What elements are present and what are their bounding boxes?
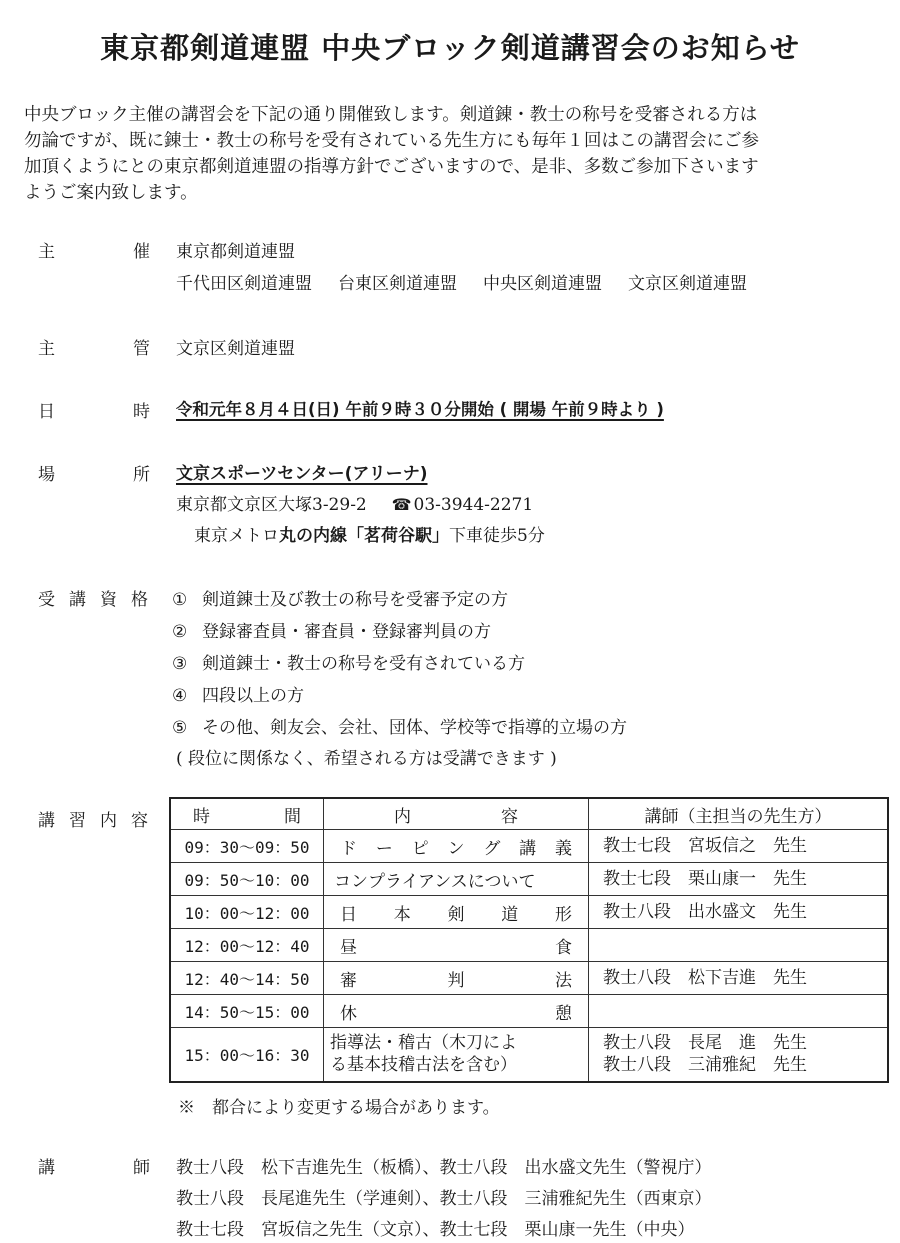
eligibility-item: ④ 四段以上の方 (172, 686, 304, 706)
row-time: 12：00〜12：40 (170, 929, 324, 962)
venue-access: 東京メトロ丸の内線「茗荷谷駅」下車徒歩5分 (194, 526, 545, 546)
row-instructor: 教士八段 出水盛文 先生 (589, 896, 889, 929)
organizer-member: 台東区剣道連盟 (338, 274, 457, 294)
eligibility-item: ③ 剣道錬士・教士の称号を受有されている方 (172, 654, 525, 674)
schedule-note: ※ 都合により変更する場合があります。 (178, 1098, 500, 1118)
row-instructor (589, 929, 889, 962)
eligibility-note: ( 段位に関係なく、希望される方は受講できます ) (176, 749, 557, 769)
venue-name: 文京スポーツセンター(アリーナ) (176, 464, 428, 484)
row-time: 10：00〜12：00 (170, 896, 324, 929)
intro-line: 中央ブロック主催の講習会を下記の通り開催致します。剣道錬・教士の称号を受審される方は (24, 105, 758, 125)
lecturer-line: 教士八段 松下吉進先生（板橋）、教士八段 出水盛文先生（警視庁） (176, 1158, 712, 1178)
row-content: 昼 食 (324, 929, 589, 962)
intro-line: 勿論ですが、既に錬士・教士の称号を受有されている先生方にも毎年１回はこの講習会にご参 (24, 131, 759, 151)
row-instructor (589, 995, 889, 1028)
header-content: 内 容 (324, 798, 589, 830)
table-row (170, 929, 888, 962)
organizer-label: 主 催 (38, 242, 150, 262)
organizer-members (176, 269, 836, 294)
venue-label: 場 所 (38, 465, 150, 485)
schedule-label: 講 習 内 容 (38, 811, 148, 831)
row-instructor: 教士七段 栗山康一 先生 (589, 863, 889, 896)
datetime-value: 令和元年８月４日(日) 午前９時３０分開始 ( 開場 午前９時より ) (176, 400, 664, 419)
organizer-member: 文京区剣道連盟 (628, 274, 747, 294)
row-time: 12：40〜14：50 (170, 962, 324, 995)
venue-address: 東京都文京区大塚3-29-2 (176, 495, 367, 515)
eligibility-label: 受 講 資 格 (38, 590, 148, 610)
lecturer-line: 教士八段 長尾進先生（学連剣）、教士八段 三浦雅紀先生（西東京） (176, 1189, 712, 1209)
row-instructor: 教士七段 宮坂信之 先生 (589, 830, 889, 863)
phone-icon: ☎ (391, 495, 412, 514)
row-time: 15：00〜16：30 (170, 1028, 324, 1082)
row-instructor: 教士八段 松下吉進 先生 (589, 962, 889, 995)
header-instructor: 講師（主担当の先生方） (589, 798, 889, 830)
manager-value: 文京区剣道連盟 (176, 339, 295, 359)
organizer-member: 千代田区剣道連盟 (176, 274, 312, 294)
table-row (170, 962, 888, 995)
row-time: 09：50〜10：00 (170, 863, 324, 896)
table-row (170, 1028, 888, 1082)
datetime-label: 日 時 (38, 402, 150, 422)
row-content: 審 判 法 (324, 962, 589, 995)
manager-label: 主 管 (38, 339, 150, 359)
row-content: 休 憩 (324, 995, 589, 1028)
schedule-table (169, 797, 889, 1083)
row-content: コンプライアンスについて (324, 863, 589, 896)
page-title: 東京都剣道連盟 中央ブロック剣道講習会のお知らせ (100, 31, 800, 65)
lecturer-line: 教士七段 宮坂信之先生（文京）、教士七段 栗山康一先生（中央） (176, 1220, 695, 1240)
eligibility-item: ② 登録審査員・審査員・登録審判員の方 (172, 622, 491, 642)
eligibility-item: ⑤ その他、剣友会、会社、団体、学校等で指導的立場の方 (172, 718, 627, 738)
eligibility-item: ① 剣道錬士及び教士の称号を受審予定の方 (172, 590, 508, 610)
header-time: 時 間 (170, 798, 324, 830)
intro-line: ようご案内致します。 (24, 183, 198, 203)
table-row (170, 863, 888, 896)
venue-address-line (176, 490, 533, 515)
table-row (170, 830, 888, 863)
intro-paragraph (24, 102, 890, 206)
schedule-header-row (170, 798, 888, 830)
row-instructor: 教士八段 長尾 進 先生 教士八段 三浦雅紀 先生 (589, 1028, 889, 1082)
row-content: 指導法・稽古（木刀によ る基本技稽古法を含む） (324, 1028, 589, 1082)
intro-line: 加頂くようにとの東京都剣道連盟の指導方針でございますので、是非、多数ご参加下さいます (24, 157, 759, 177)
row-content: ド ー ピ ン グ 講 義 (324, 830, 589, 863)
table-row (170, 995, 888, 1028)
lecturers-label: 講 師 (38, 1158, 150, 1178)
organizer-member: 中央区剣道連盟 (483, 274, 602, 294)
row-time: 14：50〜15：00 (170, 995, 324, 1028)
organizer-main: 東京都剣道連盟 (176, 242, 295, 262)
row-content: 日 本 剣 道 形 (324, 896, 589, 929)
row-time: 09：30〜09：50 (170, 830, 324, 863)
venue-phone: 03-3944-2271 (413, 495, 534, 515)
table-row (170, 896, 888, 929)
